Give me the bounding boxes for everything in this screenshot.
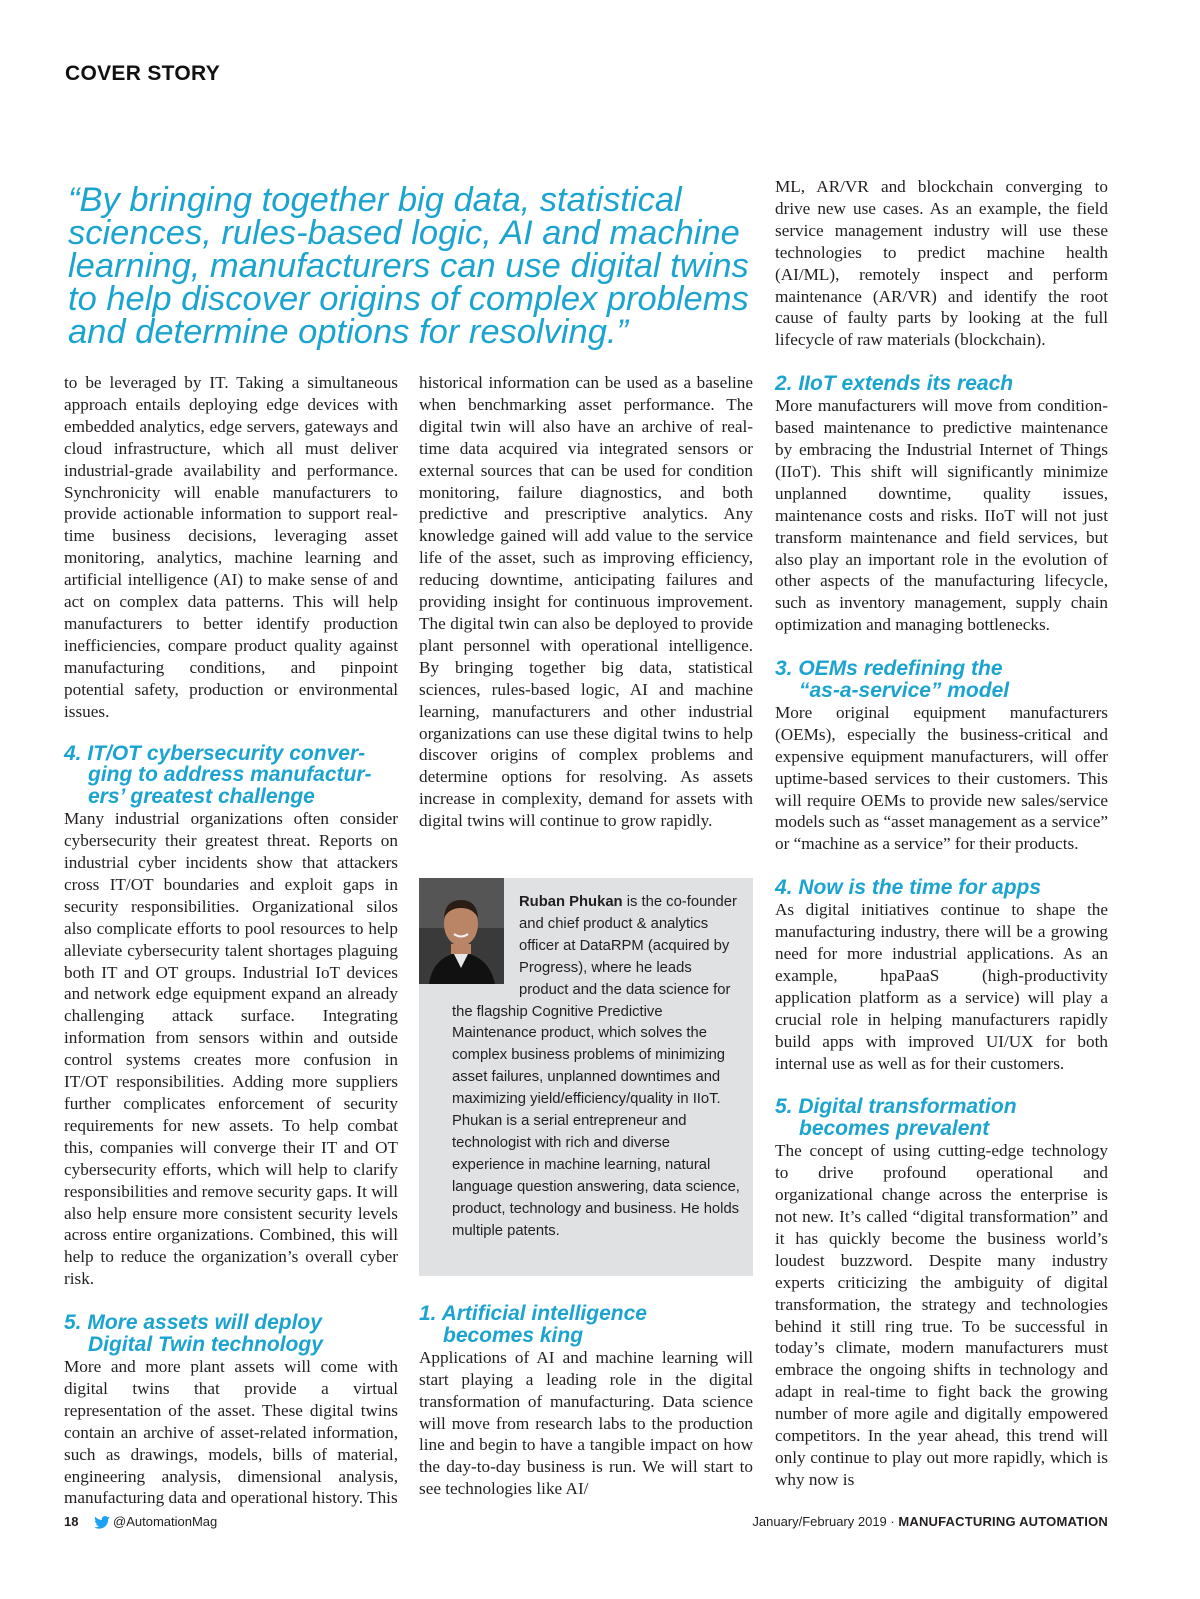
article-column-2-lower	[419, 1303, 753, 1500]
subheading-oems	[775, 658, 1108, 702]
subheading-it-ot-cybersecurity	[64, 743, 398, 809]
subheading-line: 1. Artificial intelligence	[419, 1302, 647, 1325]
author-bio-text	[452, 892, 742, 1243]
subheading-apps	[775, 877, 1108, 899]
subheading-line: becomes prevalent	[799, 1117, 990, 1141]
author-bio-box	[419, 878, 753, 1276]
subheading-line: ging to address manufactur-	[88, 763, 372, 787]
author-bio-body: is the co-founder and chief product & analytics officer at DataRPM (acquired by Progress), where he leads product and the data science for the flagship Cognitive Predictive Maintenance product, which solves the complex business problems of minimizing asset failures, unplanned downtimes and maximizing yield/efficiency/quality in IIoT. Phukan is a serial entrepreneur and technologist with rich and diverse experience in machine learning, natural language question answering, data science, product, technology and business. He holds multiple patents.	[452, 894, 740, 1239]
body-paragraph: ML, AR/VR and blockchain converging to drive new use cases. As an example, the field service management industry will use these technologies to predict machine health (AI/ML), remotely inspect and perform maintenance (AR/VR) and identify the root cause of faulty parts by looking at the full lifecycle of raw materials (blockchain).	[775, 177, 1108, 350]
pull-quote	[68, 181, 758, 351]
pull-quote-line: and determine options for resolving.”	[68, 313, 628, 351]
twitter-bird-icon	[94, 1516, 110, 1529]
article-column-2	[419, 372, 753, 832]
pull-quote-line: to help discover origins of complex problems	[68, 280, 749, 318]
subheading-line: 5. Digital transformation	[775, 1095, 1017, 1119]
subheading-line: 4. Now is the time for apps	[775, 876, 1042, 900]
subheading-line: 5. More assets will deploy	[64, 1311, 322, 1335]
author-name: Ruban Phukan	[519, 894, 623, 910]
pull-quote-line: sciences, rules-based logic, AI and machine	[68, 214, 740, 252]
issue-date: January/February 2019 ·	[752, 1514, 899, 1529]
body-paragraph: More and more plant assets will come with digital twins that provide a virtual representation of the asset. These digital twins contain an archive of asset-related information, such as drawings, models, bills of material, engineering analysis, dimensional analysis, manufacturing data and operational history. This	[64, 1356, 398, 1508]
body-paragraph: More manufacturers will move from condition-based maintenance to predictive maintenance by embracing the Industrial Internet of Things (IIoT). This shift will significantly minimize unplanned downtime, quality issues, maintenance costs and risks. IIoT will not just transform maintenance and field services, but also play an important role in the evolution of other aspects of the manufacturing lifecycle, such as inventory management, supply chain optimization and managing bottlenecks.	[775, 396, 1108, 635]
twitter-handle[interactable]	[94, 1514, 217, 1529]
twitter-handle-text: @AutomationMag	[113, 1514, 218, 1529]
subheading-iiot	[775, 373, 1108, 395]
subheading-artificial-intelligence	[419, 1303, 753, 1347]
subheading-line: “as-a-service” model	[799, 679, 1010, 703]
body-paragraph: Many industrial organizations often consider cybersecurity their greatest threat. Reports on industrial cyber incidents show that attackers cross IT/OT boundaries and exploit gaps in security responsibilities. Organizational silos also complicate efforts to pool resources to help alleviate cybersecurity talent shortages plaguing both IT and OT groups. Industrial IoT devices and network edge equipment expand an already challenging attack surface. Integrating information from sensors within and outside control systems creates more confusion in IT/OT responsibilities. Adding more suppliers further complicates enforcement of security requirements for new assets. To help combat this, companies will converge their IT and OT cybersecurity efforts, which will help to clarify responsibilities and remove security gaps. It will also help ensure more consistent security levels across entire organizations. Combined, this will help to reduce the organization’s overall cyber risk.	[64, 809, 398, 1289]
article-column-3	[775, 176, 1108, 1491]
subheading-line: 2. IIoT extends its reach	[775, 372, 1014, 396]
body-paragraph: As digital initiatives continue to shape the manufacturing industry, there will be a growing need for more industrial applications. As an example, hpaPaaS (high-productivity application platform as a service) will play a crucial role in helping manufacturers rapidly build apps with improved UI/UX for both internal use as well as for their customers.	[775, 900, 1108, 1073]
section-label: COVER STORY	[65, 62, 220, 85]
subheading-digital-twin	[64, 1312, 398, 1356]
body-paragraph: to be leveraged by IT. Taking a simultaneous approach entails deploying edge devices with embedded analytics, edge servers, gateways and cloud infrastructure, which all must deliver industrial-grade availability and performance. Synchronicity will enable manufacturers to provide actionable information to support real-time business decisions, leveraging asset monitoring, analytics, machine learning and artificial intelligence (AI) to make sense of and act on complex data patterns. This will help manufacturers to better identify production inefficiencies, compare product quality against manufacturing conditions, and pinpoint potential safety, production or environmental issues.	[64, 373, 398, 721]
subheading-line: ers’ greatest challenge	[88, 785, 315, 809]
subheading-line: 4. IT/OT cybersecurity conver-	[64, 741, 366, 765]
body-paragraph: More original equipment manufacturers (OEMs), especially the business-critical and expensive equipment manufacturers, will offer uptime-based services to their customers. This will require OEMs to provide new sales/service models such as “asset management as a service” or “machine as a service” for their products.	[775, 702, 1108, 854]
body-paragraph: historical information can be used as a baseline when benchmarking asset performance. The digital twin will also have an archive of real-time data acquired via integrated sensors or external sources that can be used for condition monitoring, failure diagnostics, and both predictive and prescriptive analytics. Any knowledge gained will add value to the service life of the asset, such as improving efficiency, reducing downtime, anticipating failures and providing insight for continuous improvement. The digital twin can also be deployed to provide plant personnel with operational intelligence. By bringing together big data, statistical sciences, rules-based logic, AI and machine learning, manufacturers and other industrial organizations can use these digital twins to help discover origins of complex problems and determine options for resolving. As assets increase in complexity, demand for assets with digital twins will continue to grow rapidly.	[419, 373, 753, 831]
subheading-digital-transformation	[775, 1096, 1108, 1140]
subheading-line: becomes king	[443, 1323, 584, 1347]
publication-name: MANUFACTURING AUTOMATION	[898, 1514, 1108, 1529]
body-paragraph: The concept of using cutting-edge technology to drive profound operational and organizational change across the enterprise is not new. It’s called “digital transformation” and it has quickly become the business world’s loudest buzzword. Despite many industry experts criticizing the ambiguity of digital transformation, the strategy and technologies behind it still ring true. To be successful in today’s climate, modern manufacturers must embrace the ongoing shifts in technology and adapt in real-time to fight back the growing number of more agile and digitally empowered competitors. In the year ahead, this trend will only continue to play out more rapidly, which is why now is	[775, 1141, 1108, 1489]
subheading-line: 3. OEMs redefining the	[775, 657, 1003, 681]
page-number: 18	[64, 1514, 79, 1529]
body-paragraph: Applications of AI and machine learning will start playing a leading role in the digital transformation of manufacturing. Data science will move from research labs to the production line and begin to have a tangible impact on how the day-to-day business is run. We will start to see technologies like AI/	[419, 1347, 753, 1499]
subheading-line: Digital Twin technology	[88, 1333, 323, 1357]
article-column-1	[64, 372, 398, 1509]
pull-quote-line: learning, manufacturers can use digital twins	[68, 247, 749, 285]
pull-quote-line: “By bringing together big data, statistical	[68, 181, 682, 219]
issue-info	[752, 1514, 1108, 1529]
